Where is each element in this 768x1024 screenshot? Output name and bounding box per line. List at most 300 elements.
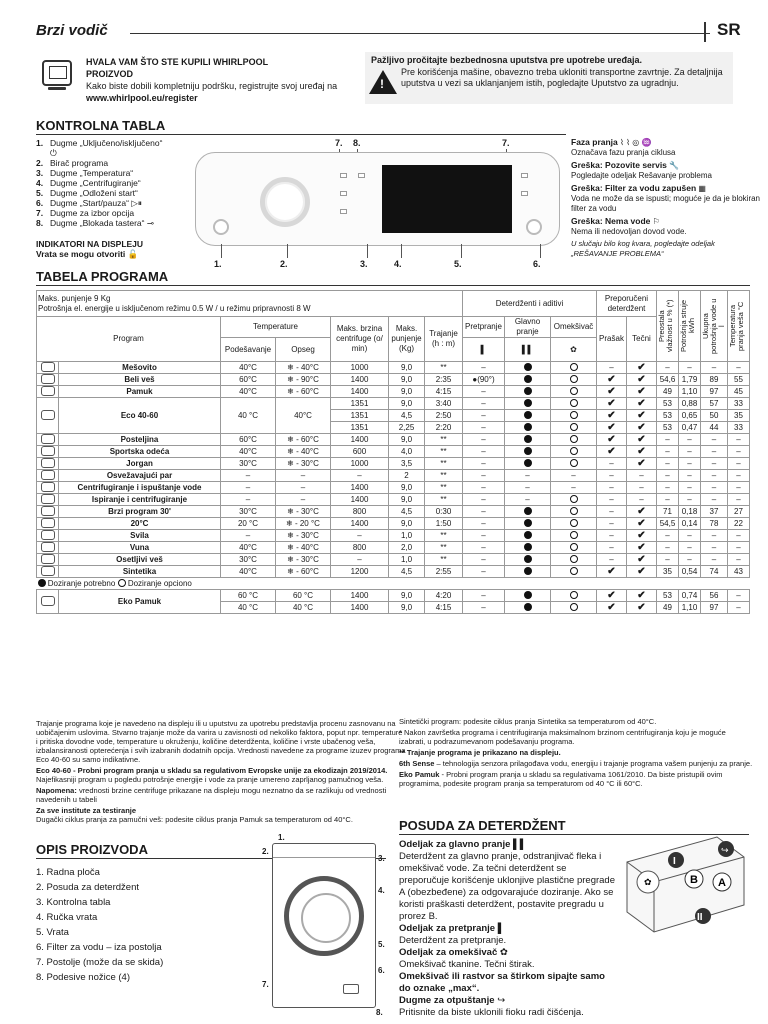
program-name: Jorgan [59,458,221,470]
header-spin: Maks. brzina centrifuge (o/ min) [331,317,389,362]
table-cell [627,446,657,458]
program-name: Svila [59,530,221,542]
table-cell [551,362,597,374]
intro-block [86,56,356,104]
callout-2: 2. [280,259,288,269]
table-cell: 1400 [331,590,389,602]
table-cell: 53 [657,590,679,602]
check-icon: ✔ [637,589,646,601]
softener-flower-icon: ✿ [499,947,508,958]
table-cell: 4:15 [425,386,463,398]
table-cell: 1351 [331,422,389,434]
callout-3: 3. [360,259,368,269]
table-row [37,386,750,398]
table-cell: 27 [728,506,750,518]
prewash-compartment-icon: ▌ [463,338,505,362]
table-cell: – [597,518,627,530]
check-icon: ✔ [637,529,646,541]
table-cell: 57 [701,398,728,410]
check-icon: ✔ [637,433,646,445]
table-cell: 9,0 [389,362,425,374]
dose-optional-icon [570,435,578,443]
table-cell: 9,0 [389,602,425,614]
dose-required-icon [524,363,532,371]
list-item: 4. Ručka vrata [36,912,98,923]
table-cell: – [728,590,750,602]
table-cell: 89 [701,374,728,386]
table-row [37,590,750,602]
program-icon [37,554,59,566]
table-cell: 2:20 [425,422,463,434]
table-notes-right: Sintetički program: podesite ciklus pranja Sintetika sa temperaturom od 40°C. * Nakon završetka programa i centrifugiranja maksimalnom brzinom centrifugiranja koju je moguće izabrati, u podrazumevanom podešavanju programa. ** Trajanje programa je prikazano na displeju. 6th Sense – tehnologija senzora prilagođava vodu, energiju i trajanje programa vašem punjenju za pranje. Eko Pamuk - Probni program pranja u skladu sa regulativama 1061/2010. Da biste pristupili ovim programima, podesite program pranja sa temperaturom od 40 °C ili 60°C. [399,717,753,788]
table-cell: – [463,386,505,398]
program-name: Mešovito [59,362,221,374]
table-cell: 0,88 [679,398,701,410]
check-icon: ✔ [607,565,616,577]
table-cell: 1400 [331,434,389,446]
table-row [37,566,750,578]
table-cell [597,398,627,410]
header-duration: Trajanje (h : m) [425,317,463,362]
table-cell: 40°C [221,542,276,554]
list-item: 2. Posuda za deterdžent [36,882,139,893]
header-water: Ukupna potrošnja vode u l [701,298,726,354]
table-cell: ** [425,446,463,458]
display-panel [382,165,512,233]
table-cell: 40 °C [221,398,276,434]
program-name: Osetljivi veš [59,554,221,566]
dose-optional-icon [570,591,578,599]
table-cell [505,566,551,578]
dose-required-icon [524,543,532,551]
table-cell: – [657,542,679,554]
callout-8: 8. [353,138,361,148]
table-cell [505,530,551,542]
table-cell: – [728,482,750,494]
program-icon [37,386,59,398]
table-cell: – [276,494,331,506]
list-item: 3. Dugme „Temperatura“ [36,168,134,178]
table-cell: – [627,482,657,494]
table-cell: – [331,554,389,566]
table-cell [505,434,551,446]
table-cell: ❄ - 40°C [276,446,331,458]
table-row [37,470,750,482]
dose-optional-icon [570,387,578,395]
door-lock-icon: 🔓 [127,249,139,259]
table-cell: ** [425,362,463,374]
dose-optional-icon [570,363,578,371]
header-wash-temp: Temperatura pranja veša °C [728,301,745,351]
table-cell: 40 °C [221,602,276,614]
svg-text:↪: ↪ [721,846,729,856]
table-cell: 0,74 [679,590,701,602]
check-icon: ✔ [637,373,646,385]
section-rule [36,134,566,135]
program-name: Ispiranje i centrifugiranje [59,494,221,506]
table-cell: – [701,554,728,566]
table-cell: 71 [657,506,679,518]
check-icon: ✔ [607,373,616,385]
table-cell: 1,0 [389,530,425,542]
table-cell: 9,0 [389,518,425,530]
register-link[interactable]: www.whirlpool.eu/register [86,93,198,103]
monitor-icon [42,60,72,86]
safety-warning-box [365,52,733,104]
dose-required-icon [524,411,532,419]
dose-required-icon [524,555,532,563]
table-cell: 1,10 [679,602,701,614]
table-cell: 37 [701,506,728,518]
header-residual-moisture: Preostala vlažnost u % (*) [657,299,674,353]
program-name: Sportska odeća [59,446,221,458]
filter-icon [343,984,359,994]
table-cell: – [701,434,728,446]
header-divider [704,22,706,42]
list-item: 6. Dugme „Start/pauza“ ▷⏸ [36,198,143,208]
table-cell: 1351 [331,398,389,410]
table-cell: 1351 [331,410,389,422]
table-cell [505,446,551,458]
intro-heading-1: HVALA VAM ŠTO STE KUPILI WHIRLPOOL [86,57,269,67]
table-row [37,518,750,530]
program-icon [37,434,59,446]
dose-required-icon [524,603,532,611]
table-cell: ** [425,482,463,494]
table-cell: 0,54 [679,566,701,578]
table-cell: 60 °C [276,590,331,602]
table-cell [627,554,657,566]
check-icon: ✔ [607,433,616,445]
check-icon: ✔ [637,409,646,421]
table-cell [627,602,657,614]
table-cell [505,458,551,470]
washing-machine-illustration [272,843,376,1008]
table-cell: 4,5 [389,506,425,518]
dose-required-icon [524,399,532,407]
dose-required-icon [524,375,532,383]
table-cell: – [463,362,505,374]
table-cell: – [679,530,701,542]
table-cell: 9,0 [389,590,425,602]
dose-optional-icon [570,555,578,563]
dose-optional-icon [570,531,578,539]
table-cell: – [463,602,505,614]
table-cell [627,398,657,410]
table-cell: 33 [728,422,750,434]
page-title: Brzi vodič [36,22,108,39]
list-item: 8. Podesive nožice (4) [36,972,130,983]
table-cell [551,554,597,566]
table-cell: ❄ - 30°C [276,554,331,566]
table-cell: – [657,482,679,494]
table-cell: ❄ - 90°C [276,374,331,386]
table-cell: – [657,494,679,506]
table-cell: 2:35 [425,374,463,386]
check-icon: ✔ [637,397,646,409]
table-cell [505,374,551,386]
check-icon: ✔ [637,421,646,433]
label-B: B [690,874,698,886]
table-row [37,494,750,506]
program-icon [37,518,59,530]
table-cell: – [463,518,505,530]
dose-optional-icon [570,411,578,419]
product-parts-list [36,865,163,985]
table-cell [551,422,597,434]
warning-body: Pre korišćenja mašine, obavezno treba ukloniti transportne zavrtnje. Za detaljnija uputstva u vezi sa uklanjanjem istih, pogledajte Uputstvo za ugradnju. [401,67,723,88]
table-cell [505,422,551,434]
softener-flower-icon: ✿ [551,338,597,362]
detergent-drawer-text: Odeljak za glavno pranje ▌▌ Deterdžent za glavno pranje, odstranjivač fleka i omekšivač vode. Za tečni deterdžent se preporučuje korišćenje uklonjive plastične pregrade A (obezbeđene) za odgovarajuće doziranje. Ako se koristi praškasti deterdžent, postavite pregradu u prorez B. Odeljak za pretpranje ▌ Deterdžent za pretpranje. Odeljak za omekšivač ✿ Omekšivač tkanine. Tečni štirak. Omekšivač ili rastvor sa štirkom sipajte samo do oznake „max“. Dugme za otpuštanje ↪ Pritisnite da biste uklonili fioku radi čišćenja. [399,839,615,1018]
program-icon [37,542,59,554]
table-cell: – [463,482,505,494]
table-cell: 97 [701,602,728,614]
table-cell [551,590,597,602]
table-cell: – [597,554,627,566]
program-icon [37,446,59,458]
header-program: Program [37,317,221,362]
table-cell: ** [425,434,463,446]
table-cell: – [701,542,728,554]
table-cell: 4:15 [425,602,463,614]
table-cell: 2:55 [425,566,463,578]
table-row [37,362,750,374]
dose-required-icon [524,591,532,599]
table-cell: 1400 [331,374,389,386]
dose-required-icon [524,507,532,515]
header-temp-setting: Podešavanje [221,338,276,362]
table-cell: – [627,470,657,482]
table-cell: – [463,590,505,602]
table-row [37,506,750,518]
table-cell [627,518,657,530]
table-cell [627,434,657,446]
control-panel-illustration [195,152,560,246]
intro-body: Kako biste dobili kompletniju podršku, registrujte svoj uređaj na [86,81,338,91]
table-cell: 45 [728,386,750,398]
table-cell [505,386,551,398]
table-cell: 2,0 [389,542,425,554]
table-cell: – [679,470,701,482]
table-cell: 9,0 [389,374,425,386]
header-load: Maks. punjenje (Kg) [389,317,425,362]
table-cell [597,602,627,614]
dose-optional-icon [570,603,578,611]
header-liquid: Tečni [627,317,657,362]
program-icon [37,458,59,470]
dose-required-icon [524,519,532,527]
table-cell: – [627,494,657,506]
table-cell [505,602,551,614]
table-cell: – [728,434,750,446]
detergent-drawer-illustration [622,827,747,937]
table-cell: 43 [728,566,750,578]
table-cell [551,410,597,422]
table-cell: – [701,446,728,458]
table-cell: ❄ - 60°C [276,434,331,446]
program-name: Eco 40-60 [59,398,221,434]
table-cell: – [597,530,627,542]
table-cell [551,458,597,470]
table-cell: 40 °C [276,602,331,614]
table-cell: 3,5 [389,458,425,470]
table-cell [597,410,627,422]
callout-7b: 7. [502,138,510,148]
table-cell: – [597,458,627,470]
table-cell: – [728,554,750,566]
program-icon [37,566,59,578]
program-name: Beli veš [59,374,221,386]
table-cell: – [597,470,627,482]
table-cell: – [679,494,701,506]
dose-optional-icon [570,399,578,407]
header-temp-range: Opseg [276,338,331,362]
table-cell: – [463,398,505,410]
section-rule [36,285,750,286]
check-icon: ✔ [637,601,646,613]
program-icon [37,590,59,614]
table-cell: – [679,542,701,554]
check-icon: ✔ [607,589,616,601]
table-cell: 40°C [221,386,276,398]
table-cell [551,566,597,578]
list-item: 7. Dugme za izbor opcija [36,208,135,218]
check-icon: ✔ [607,421,616,433]
table-cell [551,434,597,446]
table-cell: – [463,554,505,566]
table-cell [627,374,657,386]
table-cell [627,458,657,470]
table-cell [597,446,627,458]
table-cell: 53 [657,410,679,422]
table-cell: 60°C [221,374,276,386]
label-I: I [673,856,676,867]
list-item: 1. Radna ploča [36,867,100,878]
table-cell: – [463,422,505,434]
program-table [36,290,750,614]
table-cell: – [679,554,701,566]
table-cell: 0,14 [679,518,701,530]
table-cell: – [728,458,750,470]
dose-required-icon [524,423,532,431]
table-cell: – [679,446,701,458]
table-cell: ** [425,554,463,566]
list-item: 4. Dugme „Centrifugiranje“ [36,178,141,188]
table-cell [597,434,627,446]
table-cell: 1400 [331,518,389,530]
table-cell [505,554,551,566]
table-cell: ** [425,494,463,506]
check-icon: ✔ [637,445,646,457]
table-cell: – [657,458,679,470]
table-cell: 800 [331,542,389,554]
table-cell: – [657,362,679,374]
table-cell: 40°C [221,446,276,458]
table-cell: – [463,494,505,506]
table-cell: – [701,458,728,470]
table-cell [505,362,551,374]
mainwash-compartment-icon: ▌▌ [505,338,551,362]
table-cell: – [463,470,505,482]
check-icon: ✔ [637,541,646,553]
dose-optional-icon [570,507,578,515]
table-cell: – [701,530,728,542]
table-cell: ❄ - 20 °C [276,518,331,530]
check-icon: ✔ [607,385,616,397]
check-icon: ✔ [637,457,646,469]
table-cell: – [463,446,505,458]
program-icon [37,530,59,542]
table-cell: 53 [657,398,679,410]
program-name: Brzi program 30' [59,506,221,518]
header-detergents: Deterdženti i aditivi [463,291,597,317]
dose-required-icon [524,387,532,395]
list-item: 1. Dugme „Uključeno/isključeno“ [36,138,163,148]
dose-required-icon [524,447,532,455]
table-cell [627,590,657,602]
table-cell: – [728,494,750,506]
table-cell: ** [425,542,463,554]
program-icon [37,398,59,434]
check-icon: ✔ [607,409,616,421]
table-cell: 35 [728,410,750,422]
table-cell: – [221,470,276,482]
header-powder: Prašak [597,317,627,362]
table-cell: – [221,530,276,542]
callout-4: 4. [394,259,402,269]
table-cell: 1,0 [389,554,425,566]
callout-5: 5. [454,259,462,269]
table-cell: 2:50 [425,410,463,422]
table-cell: – [597,362,627,374]
table-cell [551,530,597,542]
check-icon: ✔ [607,397,616,409]
table-cell: – [597,482,627,494]
svg-text:✿: ✿ [644,878,652,888]
program-name: Sintetika [59,566,221,578]
callout-1: 1. [214,259,222,269]
dose-optional-icon [570,447,578,455]
load-note: Maks. punjenje 9 Kg Potrošnja el. energije u isključenom režimu 0.5 W / u režimu pripravnosti 8 W [37,291,463,317]
table-cell: ●(90°) [463,374,505,386]
table-cell: – [728,602,750,614]
table-cell [597,566,627,578]
table-cell: 53 [657,422,679,434]
table-cell: – [701,482,728,494]
section-title-control-panel: KONTROLNA TABLA [36,118,166,133]
table-cell: – [728,530,750,542]
table-cell [597,590,627,602]
table-cell: 800 [331,506,389,518]
legend-row: Doziranje potrebno Doziranje opciono [37,578,750,590]
table-cell: – [597,506,627,518]
program-name: Vuna [59,542,221,554]
table-cell: 0,18 [679,506,701,518]
table-cell: – [463,410,505,422]
table-cell: ❄ - 60°C [276,566,331,578]
check-icon: ✔ [637,553,646,565]
table-cell [551,446,597,458]
table-cell: 49 [657,386,679,398]
table-cell [627,386,657,398]
table-cell [627,542,657,554]
dose-required-icon [524,567,532,575]
table-cell: ** [425,458,463,470]
table-cell: 60 °C [221,590,276,602]
program-icon [37,362,59,374]
monitor-stand-icon [48,87,66,90]
